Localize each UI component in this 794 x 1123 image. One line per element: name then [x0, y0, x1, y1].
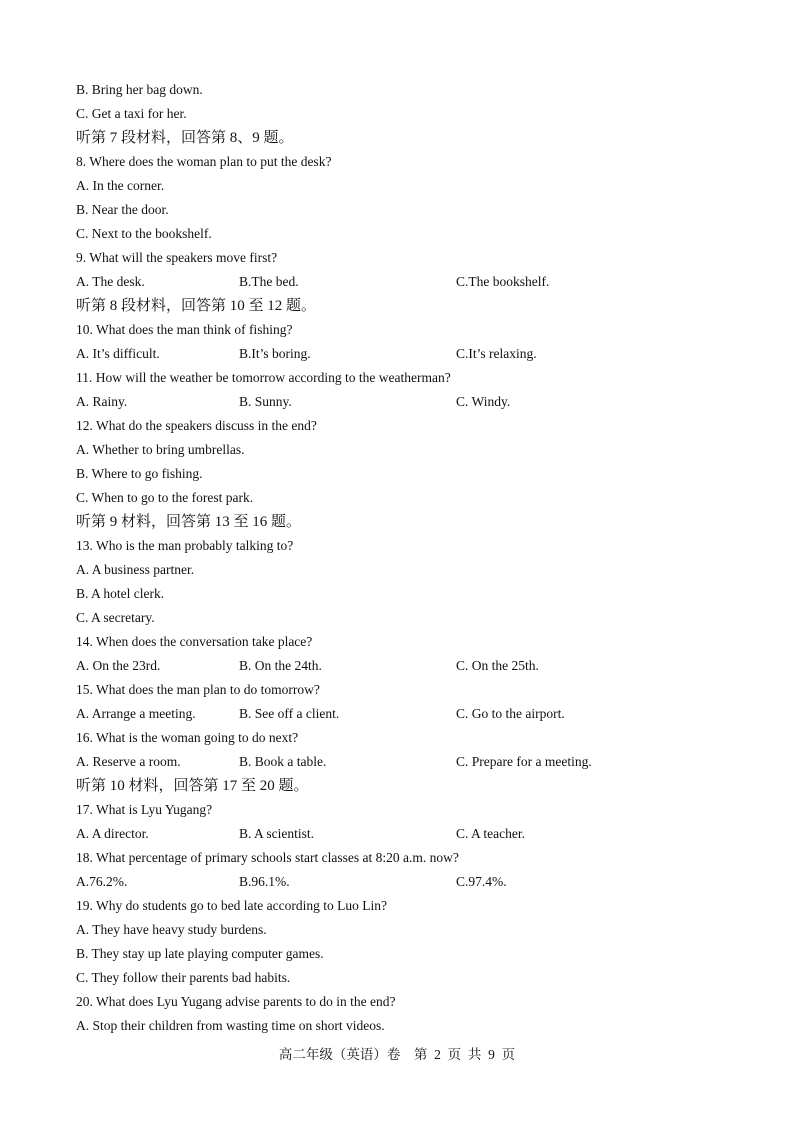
answer-option: C.The bookshelf.: [456, 274, 550, 289]
answer-option: C. Windy.: [456, 394, 511, 409]
question-line: B. Where to go fishing.: [76, 466, 203, 481]
question-line: A. In the corner.: [76, 178, 165, 193]
option-row: [76, 274, 716, 290]
answer-option: A. Arrange a meeting.: [76, 706, 196, 721]
question-line: 8. Where does the woman plan to put the desk?: [76, 154, 332, 169]
answer-option: B. Sunny.: [239, 394, 292, 409]
answer-option: B.The bed.: [239, 274, 299, 289]
question-line: 9. What will the speakers move first?: [76, 250, 278, 265]
answer-option: C. Go to the airport.: [456, 706, 565, 721]
answer-option: A.76.2%.: [76, 874, 128, 889]
option-row: [76, 754, 716, 770]
answer-option: B.96.1%.: [239, 874, 290, 889]
option-row: [76, 706, 716, 722]
question-line: A. A business partner.: [76, 562, 195, 577]
question-line: C. When to go to the forest park.: [76, 490, 254, 505]
question-line: C. Get a taxi for her.: [76, 106, 187, 121]
option-row: [76, 394, 716, 410]
question-line: 20. What does Lyu Yugang advise parents to do in the end?: [76, 994, 396, 1009]
option-row: [76, 346, 716, 362]
answer-option: B.It’s boring.: [239, 346, 311, 361]
question-line: 12. What do the speakers discuss in the end?: [76, 418, 317, 433]
section-heading: 听第 8 段材料，回答第 10 至 12 题。: [76, 298, 317, 314]
question-line: 19. Why do students go to bed late according to Luo Lin?: [76, 898, 387, 913]
answer-option: C. A teacher.: [456, 826, 525, 841]
question-line: B. A hotel clerk.: [76, 586, 165, 601]
question-line: 17. What is Lyu Yugang?: [76, 802, 213, 817]
answer-option: A. Reserve a room.: [76, 754, 181, 769]
question-line: 14. When does the conversation take place?: [76, 634, 313, 649]
question-line: 13. Who is the man probably talking to?: [76, 538, 294, 553]
answer-option: A. Rainy.: [76, 394, 128, 409]
section-heading: 听第 10 材料，回答第 17 至 20 题。: [76, 778, 309, 794]
question-line: B. Near the door.: [76, 202, 169, 217]
answer-option: A. The desk.: [76, 274, 145, 289]
answer-option: A. On the 23rd.: [76, 658, 161, 673]
answer-option: C.It’s relaxing.: [456, 346, 537, 361]
answer-option: A. A director.: [76, 826, 149, 841]
answer-option: A. It’s difficult.: [76, 346, 160, 361]
option-row: [76, 658, 716, 674]
section-heading: 听第 7 段材料，回答第 8、9 题。: [76, 130, 294, 146]
answer-option: B. A scientist.: [239, 826, 315, 841]
question-line: C. Next to the bookshelf.: [76, 226, 212, 241]
question-line: C. They follow their parents bad habits.: [76, 970, 291, 985]
question-line: A. Stop their children from wasting time on short videos.: [76, 1018, 385, 1033]
answer-option: B. See off a client.: [239, 706, 340, 721]
question-line: B. Bring her bag down.: [76, 82, 203, 97]
question-line: 10. What does the man think of fishing?: [76, 322, 293, 337]
question-line: A. They have heavy study burdens.: [76, 922, 267, 937]
answer-option: C. Prepare for a meeting.: [456, 754, 592, 769]
section-heading: 听第 9 材料，回答第 13 至 16 题。: [76, 514, 302, 530]
question-line: 15. What does the man plan to do tomorrow?: [76, 682, 320, 697]
question-line: 16. What is the woman going to do next?: [76, 730, 299, 745]
page-footer: 高二年级（英语）卷 第 2 页 共 9 页: [278, 1047, 516, 1062]
answer-option: B. Book a table.: [239, 754, 327, 769]
question-line: 18. What percentage of primary schools start classes at 8:20 a.m. now?: [76, 850, 459, 865]
question-line: B. They stay up late playing computer games.: [76, 946, 324, 961]
answer-option: C. On the 25th.: [456, 658, 539, 673]
question-line: A. Whether to bring umbrellas.: [76, 442, 245, 457]
option-row: [76, 826, 716, 842]
option-row: [76, 874, 716, 890]
answer-option: C.97.4%.: [456, 874, 507, 889]
answer-option: B. On the 24th.: [239, 658, 322, 673]
question-line: 11. How will the weather be tomorrow according to the weatherman?: [76, 370, 451, 385]
question-line: C. A secretary.: [76, 610, 155, 625]
